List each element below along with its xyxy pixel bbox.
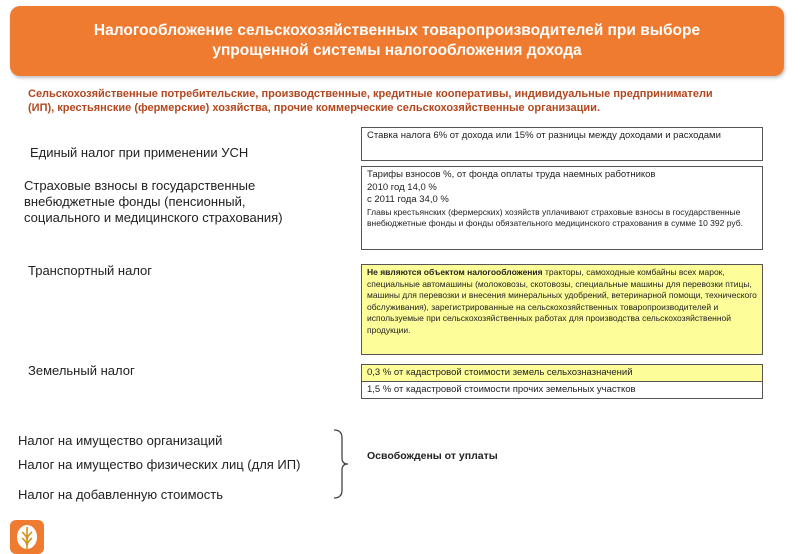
insurance-line2: 2010 год 14,0 %	[367, 181, 437, 193]
land-rate2-box	[361, 381, 763, 399]
brace-icon	[332, 428, 352, 500]
exempt-result: Освобождены от уплаты	[367, 450, 498, 462]
exempt-item-property-ip: Налог на имущество физических лиц (для ИП)	[18, 457, 301, 472]
insurance-line4: Главы крестьянских (фермерских) хозяйств уплачивают страховые взносы в государственные внебюджетные фонды и фонды обязательного медицинского страхования в сумме 10 392 руб.	[367, 206, 743, 228]
subtitle: Сельскохозяйственные потребительские, производственные, кредитные кооперативы, индивидуальные предприниматели (ИП), крестьянские (фермерские) хозяйства, прочие коммерческие сельскохозяйственные организации.	[28, 88, 713, 114]
transport-label: Транспортный налог	[28, 263, 153, 278]
land-rate1-box	[361, 364, 763, 382]
logo-icon	[10, 520, 44, 554]
land-label: Земельный налог	[28, 363, 135, 378]
usn-label: Единый налог при применении УСН	[30, 145, 249, 160]
land-rate1: 0,3 % от кадастровой стоимости земель сельхозназначений	[367, 367, 633, 378]
insurance-box	[361, 166, 763, 250]
exempt-item-property-org: Налог на имущество организаций	[18, 433, 223, 448]
header-banner	[10, 6, 784, 76]
land-rate2: 1,5 % от кадастровой стоимости прочих земельных участков	[367, 384, 636, 395]
transport-box	[361, 264, 763, 355]
usn-text: Ставка налога 6% от дохода или 15% от разницы между доходами и расходами	[367, 130, 721, 141]
transport-bold: Не являются объектом налогообложения	[367, 267, 543, 277]
exempt-item-vat: Налог на добавленную стоимость	[18, 487, 223, 502]
page-title: Налогообложение сельскохозяйственных товаропроизводителей при выборе упрощенной системы налогообложения дохода	[93, 22, 701, 59]
transport-text: тракторы, самоходные комбайны всех марок, специальные автомашины (молоковозы, скотовозы, специальные машины для перевозки птицы, машины для перевозки и внесения минеральных удобрений, ветеринарной помощи, технического обслуживания), зарегистрированные на сельскохозяйственных товаропроизводителей и используемые при сельскохозяйственных работах для производства сельскохозяйственной продукции.	[367, 267, 757, 335]
insurance-line3: с 2011 года 34,0 %	[367, 194, 449, 205]
insurance-label: Страховые взносы в государственные внебюджетные фонды (пенсионный, социального и медицинского страхования)	[24, 178, 283, 225]
insurance-line1: Тарифы взносов %, от фонда оплаты труда наемных работников	[367, 169, 656, 180]
usn-box	[361, 127, 763, 161]
